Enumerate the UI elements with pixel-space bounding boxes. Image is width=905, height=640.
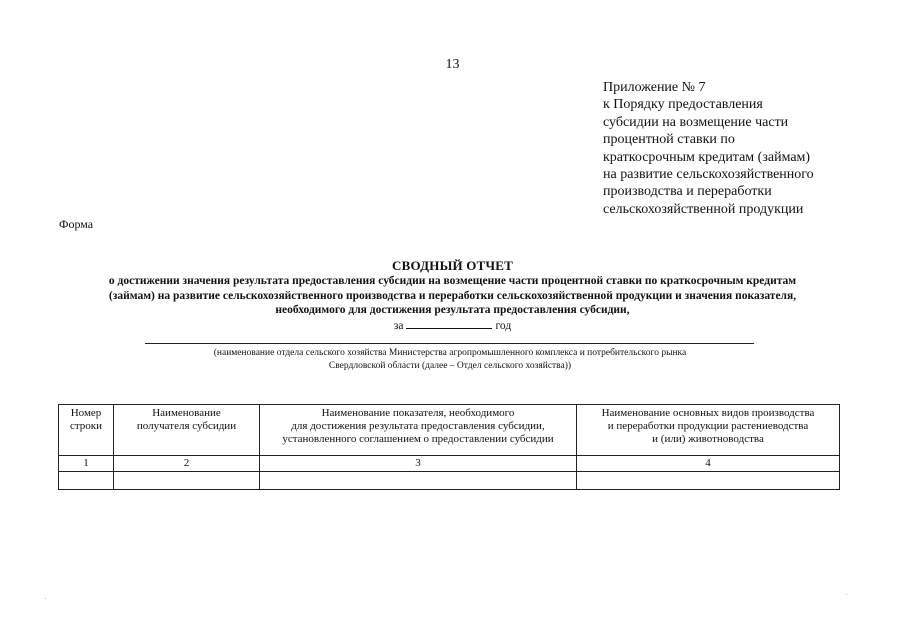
appendix-line: субсидии на возмещение части [603, 114, 789, 130]
column-number: 2 [114, 456, 260, 472]
department-caption [100, 347, 800, 372]
header-recipient-name: Наименование получателя субсидии [114, 405, 260, 456]
scan-speck [45, 598, 46, 599]
report-table [58, 404, 840, 490]
report-period [0, 318, 905, 332]
column-number: 4 [577, 456, 840, 472]
department-name-line[interactable] [145, 343, 754, 344]
appendix-line: производства и переработки [603, 184, 772, 200]
table-row [59, 472, 840, 490]
caption-line: (наименование отдела сельского хозяйства Министерства агропромышленного комплекса и потребительского рынка [213, 348, 687, 358]
header-row-number: Номер строки [59, 405, 114, 456]
table-cell[interactable] [260, 472, 577, 490]
report-subtitle [40, 274, 865, 318]
appendix-line: Приложение № 7 [603, 80, 706, 95]
table-cell[interactable] [114, 472, 260, 490]
period-prefix: за [393, 320, 404, 332]
page-number: 13 [445, 57, 460, 72]
subtitle-line: необходимого для достижения результата предоставления субсидии, [275, 304, 630, 317]
appendix-line: процентной ставки по [603, 132, 735, 148]
appendix-line: к Порядку предоставления [603, 97, 763, 113]
table-header-row [59, 405, 840, 456]
report-title: СВОДНЫЙ ОТЧЕТ [392, 258, 513, 273]
subtitle-line: о достижении значения результата предоставления субсидии на возмещение части процентной ставки по краткосрочным кредитам [108, 275, 797, 287]
header-production-types: Наименование основных видов производства и переработки продукции растениеводства и (или) животноводства [577, 405, 840, 456]
column-number: 3 [260, 456, 577, 472]
appendix-line: краткосрочным кредитам (займам) [603, 149, 811, 165]
table-cell[interactable] [59, 472, 114, 490]
period-blank-field[interactable] [406, 318, 492, 329]
subtitle-line: (займам) на развитие сельскохозяйственного производства и переработки сельскохозяйственной продукции и значения показателя, [108, 289, 797, 302]
appendix-line: сельскохозяйственной продукции [603, 201, 804, 217]
period-suffix: год [495, 320, 512, 332]
scan-speck [846, 594, 847, 595]
table-column-numbers-row [59, 456, 840, 472]
caption-line: Свердловской области (далее – Отдел сельского хозяйства)) [328, 360, 572, 371]
appendix-line: на развитие сельскохозяйственного [603, 167, 814, 183]
form-label: Форма [59, 217, 94, 231]
table-cell[interactable] [577, 472, 840, 490]
column-number: 1 [59, 456, 114, 472]
header-indicator-name: Наименование показателя, необходимого для достижения результата предоставления субсидии, установленного соглашением о предоставлении субсидии [260, 405, 577, 456]
appendix-block [603, 79, 893, 218]
